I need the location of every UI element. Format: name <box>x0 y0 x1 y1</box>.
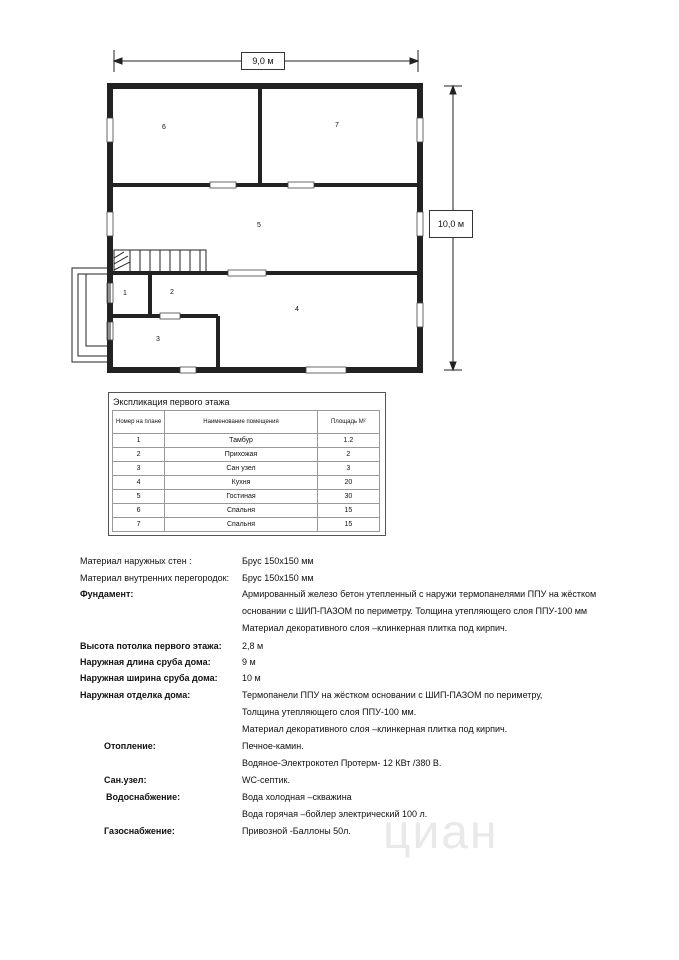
table-cell: 20 <box>317 476 379 490</box>
table-cell: Гостиная <box>165 490 318 504</box>
table-cell: 7 <box>113 518 165 532</box>
table-cell: Тамбур <box>165 434 318 448</box>
floor-plan <box>0 0 679 400</box>
room-number-6: 6 <box>162 124 166 131</box>
table-cell: 5 <box>113 490 165 504</box>
table-cell: Прихожая <box>165 448 318 462</box>
sanitary-label: Сан.узел: <box>104 775 147 785</box>
outer-walls-value: Брус 150х150 мм <box>242 556 314 566</box>
room-number-1: 1 <box>123 290 127 297</box>
inner-walls-label: Материал внутренних перегородок: <box>80 573 230 583</box>
table-cell: 3 <box>317 462 379 476</box>
water-line-2: Вода горячая –бойлер электрический 100 л. <box>242 809 428 819</box>
room-number-5: 5 <box>257 222 261 229</box>
table-cell: 3 <box>113 462 165 476</box>
column-header-name: Наименование помещения <box>165 411 318 434</box>
table-cell: Спальня <box>165 518 318 532</box>
table-cell: 15 <box>317 504 379 518</box>
table-cell: 15 <box>317 518 379 532</box>
table-row <box>113 434 380 448</box>
outer-walls-label: Материал наружных стен : <box>80 556 192 566</box>
table-header-row <box>113 411 380 434</box>
table-row <box>113 462 380 476</box>
outer-wall <box>110 86 420 370</box>
explication-title: Экспликация первого этажа <box>113 397 230 407</box>
water-label: Водоснабжение: <box>106 792 181 802</box>
foundation-line-1: Армированный железо бетон утепленный с наружи термопанелями ППУ на жёстком <box>242 589 597 599</box>
column-header-number: Номер на плане <box>113 411 165 434</box>
table-cell: 2 <box>317 448 379 462</box>
sanitary-value: WC-септик. <box>242 775 290 785</box>
explication-table <box>108 392 386 536</box>
heating-label: Отопление: <box>104 741 156 751</box>
width-label: Наружная ширина сруба дома: <box>80 673 218 683</box>
finish-label: Наружная отделка дома: <box>80 690 191 700</box>
table-cell: 1 <box>113 434 165 448</box>
gas-label: Газоснабжение: <box>104 826 175 836</box>
foundation-line-2: основании с ШИП-ПАЗОМ по периметру. Толщина утепляющего слоя ППУ-100 мм <box>242 606 588 616</box>
table-cell: 4 <box>113 476 165 490</box>
table-row <box>113 476 380 490</box>
table-cell: Спальня <box>165 504 318 518</box>
table-cell: 30 <box>317 490 379 504</box>
table-row <box>113 490 380 504</box>
heating-line-2: Водяное-Электрокотел Протерм- 12 КВт /380 В. <box>242 758 442 768</box>
internal-walls <box>110 86 420 370</box>
table-row <box>113 504 380 518</box>
finish-line-3: Материал декоративного слоя –клинкерная плитка под кирпич. <box>242 724 508 734</box>
finish-line-2: Толщина утепляющего слоя ППУ-100 мм. <box>242 707 417 717</box>
heating-line-1: Печное-камин. <box>242 741 304 751</box>
table-cell: 1.2 <box>317 434 379 448</box>
room-number-7: 7 <box>335 122 339 129</box>
watermark: циан <box>383 806 499 859</box>
porch <box>72 268 110 362</box>
height-dimension-label: 10,0 м <box>429 210 473 238</box>
inner-walls-value: Брус 150х150 мм <box>242 573 314 583</box>
room-number-4: 4 <box>295 306 299 313</box>
width-dimension-label: 9,0 м <box>241 52 285 70</box>
finish-line-1: Термопанели ППУ на жёстком основании с ШИП-ПАЗОМ по периметру, <box>242 690 543 700</box>
table-row <box>113 518 380 532</box>
table-cell: 6 <box>113 504 165 518</box>
length-label: Наружная длина сруба дома: <box>80 657 211 667</box>
explication-grid <box>112 410 380 532</box>
foundation-label: Фундамент: <box>80 589 134 599</box>
table-cell: Кухня <box>165 476 318 490</box>
stairs <box>114 250 206 272</box>
room-number-2: 2 <box>170 289 174 296</box>
table-row <box>113 448 380 462</box>
width-value: 10 м <box>242 673 261 683</box>
ceiling-label: Высота потолка первого этажа: <box>80 641 222 651</box>
table-cell: 2 <box>113 448 165 462</box>
gas-value: Привозной -Баллоны 50л. <box>242 826 351 836</box>
column-header-area: Площадь M² <box>317 411 379 434</box>
foundation-line-3: Материал декоративного слоя –клинкерная плитка под кирпич. <box>242 623 508 633</box>
table-cell: Сан узел <box>165 462 318 476</box>
openings <box>107 118 423 373</box>
ceiling-value: 2,8 м <box>242 641 264 651</box>
room-number-3: 3 <box>156 336 160 343</box>
water-line-1: Вода холодная –скважина <box>242 792 352 802</box>
length-value: 9 м <box>242 657 256 667</box>
